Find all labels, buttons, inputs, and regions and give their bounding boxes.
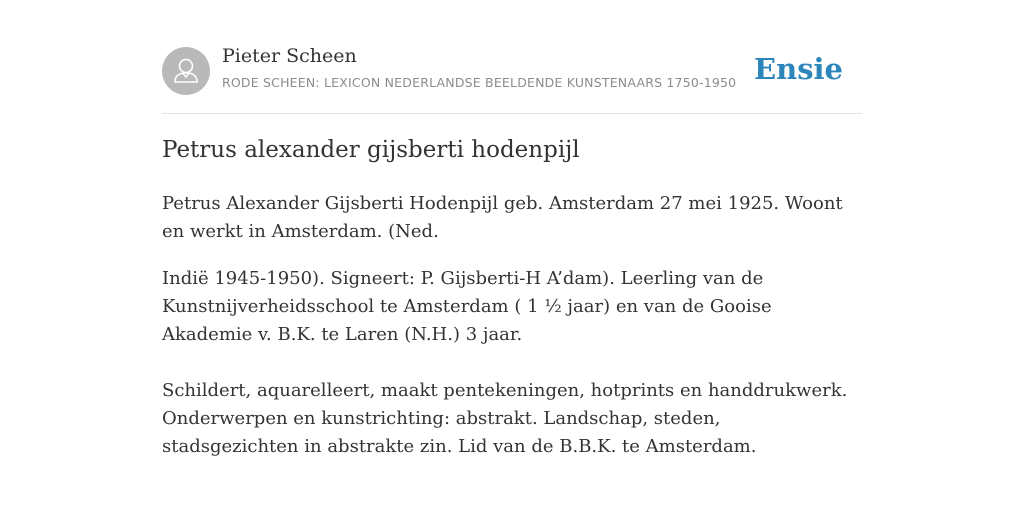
article-title: Petrus alexander gijsberti hodenpijl	[162, 137, 580, 163]
article-paragraph: Petrus Alexander Gijsberti Hodenpijl geb. Amsterdam 27 mei 1925. Woont en werkt in Amsterdam. (Ned.	[162, 193, 843, 242]
article-header	[162, 40, 862, 114]
author-name[interactable]: Pieter Scheen	[222, 45, 357, 67]
user-silhouette-icon	[162, 47, 210, 95]
article-paragraph: Indië 1945-1950). Signeert: P. Gijsberti-H A’dam). Leerling van de Kunstnijverheidsschool te Amsterdam ( 1 ½ jaar) en van de Gooise Akademie v. B.K. te Laren (N.H.) 3 jaar.	[162, 268, 772, 345]
source-publication[interactable]: RODE SCHEEN: LEXICON NEDERLANDSE BEELDENDE KUNSTENAARS 1750-1950	[222, 75, 737, 90]
article-card	[162, 40, 862, 457]
brand-logo[interactable]: Ensie	[754, 52, 843, 86]
author-avatar[interactable]	[162, 47, 210, 95]
article-paragraph: Schildert, aquarelleert, maakt pentekeningen, hotprints en handdrukwerk. Onderwerpen en kunstrichting: abstrakt. Landschap, steden, stadsgezichten in abstrakte zin. Lid van de B.B.K. te Amsterdam.	[162, 380, 848, 457]
